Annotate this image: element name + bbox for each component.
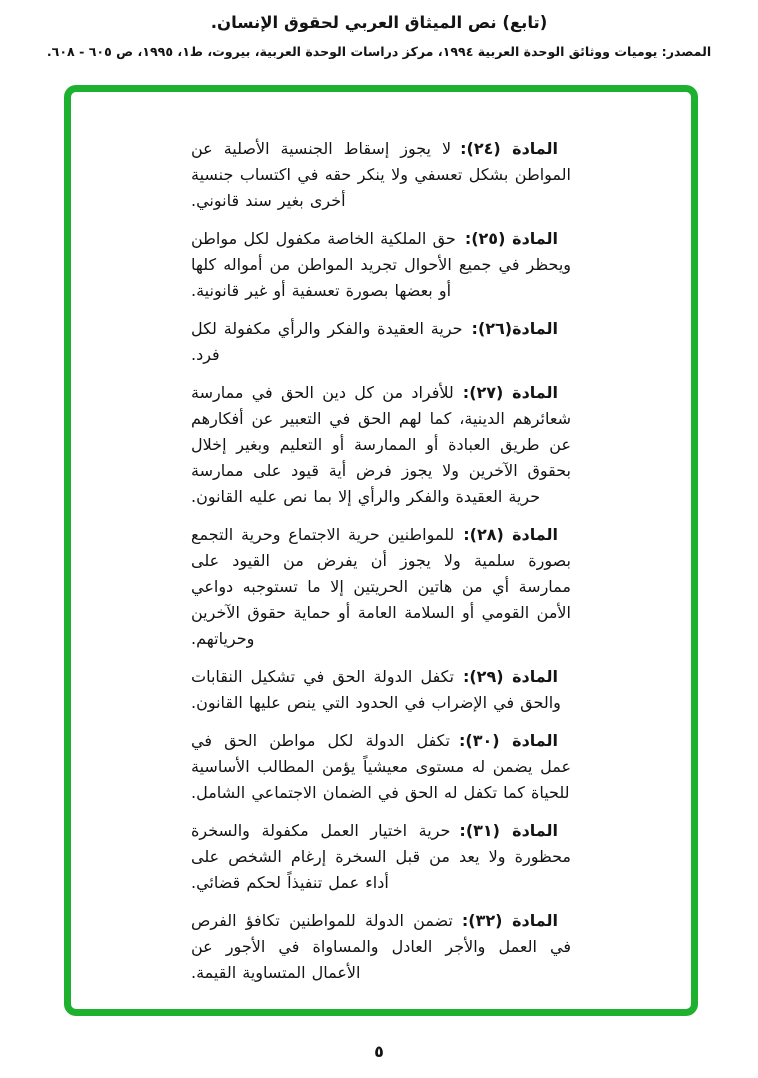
article-31-text: حرية اختيار العمل مكفولة والسخرة محظورة ولا يعد من قبل السخرة إرغام الشخص على أداء عمل تنفيذاً لحكم قضائي. [191, 821, 571, 892]
article-26-text: حرية العقيدة والفكر والرأي مكفولة لكل فرد. [191, 319, 463, 364]
source-citation: المصدر: يوميات ووثائق الوحدة العربية ١٩٩٤، مركز دراسات الوحدة العربية، بيروت، ط١، ١٩٩٥، ص ٦٠٥ - ٦٠٨. [46, 44, 712, 59]
article-26 [191, 316, 571, 368]
article-29-text: تكفل الدولة الحق في تشكيل النقابات والحق في الإضراب في الحدود التي ينص عليها القانون. [191, 667, 561, 712]
articles-container [71, 92, 691, 1016]
article-30 [191, 728, 571, 806]
article-31 [191, 818, 571, 896]
article-27-heading: المادة (٢٧): [462, 383, 559, 402]
article-26-heading: المادة(٢٦): [471, 319, 558, 338]
article-32-text: تضمن الدولة للمواطنين تكافؤ الفرص في العمل والأجر العادل والمساواة في الأجور عن الأعمال المتساوية القيمة. [191, 911, 571, 982]
article-32 [191, 908, 571, 986]
article-24 [191, 136, 571, 214]
article-30-heading: المادة (٣٠): [458, 731, 559, 750]
article-24-text: لا يجوز إسقاط الجنسية الأصلية عن المواطن بشكل تعسفي ولا ينكر حقه في اكتساب جنسية أخرى بغير سند قانوني. [191, 139, 571, 210]
article-25-text: حق الملكية الخاصة مكفول لكل مواطن ويحظر في جميع الأحوال تجريد المواطن من أمواله كلها أو بعضها بصورة تعسفية أو غير قانونية. [191, 229, 571, 300]
article-25-heading: المادة (٢٥): [464, 229, 559, 248]
article-24-heading: المادة (٢٤): [460, 139, 559, 158]
article-28 [191, 522, 571, 652]
article-30-text: تكفل الدولة لكل مواطن الحق في عمل يضمن له مستوى معيشياً يؤمن المطالب الأساسية للحياة كما تكفل له الحق في الضمان الاجتماعي الشامل. [191, 731, 571, 802]
article-27-text: للأفراد من كل دين الحق في ممارسة شعائرهم الدينية، كما لهم الحق في التعبير عن أفكارهم عن طريق العبادة أو الممارسة أو التعليم وبغير إخلال بحقوق الآخرين ولا يجوز فرض أية قيود على ممارسة حرية العقيدة والفكر والرأي إلا بما نص عليه القانون. [191, 383, 571, 506]
article-29 [191, 664, 571, 716]
green-border-frame [64, 85, 698, 1016]
article-31-heading: المادة (٣١): [459, 821, 558, 840]
article-32-heading: المادة (٣٢): [461, 911, 558, 930]
page-number: ٥ [374, 1042, 384, 1061]
article-29-heading: المادة (٢٩): [462, 667, 558, 686]
article-25 [191, 226, 571, 304]
article-27 [191, 380, 571, 510]
article-28-heading: المادة (٢٨): [463, 525, 558, 544]
article-28-text: للمواطنين حرية الاجتماع وحرية التجمع بصورة سلمية ولا يجوز أن يفرض من القيود على ممارسة أي من هاتين الحريتين إلا ما تستوجبه دواعي الأمن القومي أو السلامة العامة أو حماية حقوق الآخرين وحرياتهم. [191, 525, 571, 648]
document-title: (تابع) نص الميثاق العربي لحقوق الإنسان. [210, 13, 548, 32]
